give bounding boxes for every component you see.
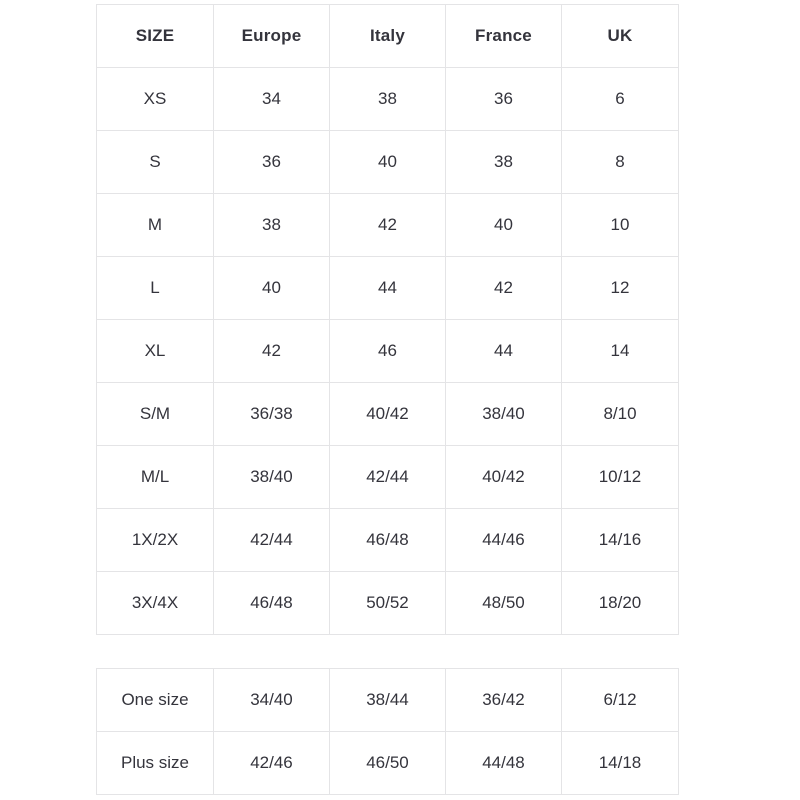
primary-table-body — [97, 68, 679, 635]
cell-italy: 46/50 — [330, 732, 446, 795]
cell-uk: 18/20 — [562, 572, 679, 635]
cell-italy: 38 — [330, 68, 446, 131]
row-label: M/L — [97, 446, 214, 509]
table-row — [97, 509, 679, 572]
secondary-size-table — [96, 668, 679, 795]
cell-europe: 34/40 — [214, 669, 330, 732]
cell-france: 40 — [446, 194, 562, 257]
row-label: 3X/4X — [97, 572, 214, 635]
secondary-size-table-container — [96, 668, 678, 795]
cell-italy: 42/44 — [330, 446, 446, 509]
cell-italy: 40/42 — [330, 383, 446, 446]
cell-uk: 14/16 — [562, 509, 679, 572]
cell-france: 44/48 — [446, 732, 562, 795]
table-row — [97, 669, 679, 732]
table-row — [97, 194, 679, 257]
table-row — [97, 732, 679, 795]
cell-uk: 8/10 — [562, 383, 679, 446]
row-label: S/M — [97, 383, 214, 446]
cell-uk: 12 — [562, 257, 679, 320]
column-header-france: France — [446, 5, 562, 68]
row-label: 1X/2X — [97, 509, 214, 572]
row-label: XS — [97, 68, 214, 131]
row-label: One size — [97, 669, 214, 732]
table-header-row — [97, 5, 679, 68]
cell-italy: 38/44 — [330, 669, 446, 732]
column-header-europe: Europe — [214, 5, 330, 68]
cell-europe: 42 — [214, 320, 330, 383]
row-label: S — [97, 131, 214, 194]
cell-europe: 36 — [214, 131, 330, 194]
cell-europe: 34 — [214, 68, 330, 131]
cell-europe: 46/48 — [214, 572, 330, 635]
cell-uk: 6 — [562, 68, 679, 131]
cell-europe: 36/38 — [214, 383, 330, 446]
cell-italy: 46/48 — [330, 509, 446, 572]
cell-europe: 42/46 — [214, 732, 330, 795]
cell-uk: 14 — [562, 320, 679, 383]
cell-italy: 46 — [330, 320, 446, 383]
table-row — [97, 131, 679, 194]
cell-europe: 38/40 — [214, 446, 330, 509]
cell-uk: 8 — [562, 131, 679, 194]
cell-italy: 42 — [330, 194, 446, 257]
primary-table-header — [97, 5, 679, 68]
table-row — [97, 320, 679, 383]
row-label: XL — [97, 320, 214, 383]
cell-france: 40/42 — [446, 446, 562, 509]
cell-europe: 38 — [214, 194, 330, 257]
table-row — [97, 68, 679, 131]
secondary-table-body — [97, 669, 679, 795]
cell-france: 36 — [446, 68, 562, 131]
cell-france: 48/50 — [446, 572, 562, 635]
primary-size-table — [96, 4, 679, 635]
cell-uk: 6/12 — [562, 669, 679, 732]
cell-france: 44/46 — [446, 509, 562, 572]
column-header-size: SIZE — [97, 5, 214, 68]
cell-uk: 10/12 — [562, 446, 679, 509]
cell-italy: 44 — [330, 257, 446, 320]
table-row — [97, 572, 679, 635]
row-label: M — [97, 194, 214, 257]
row-label: L — [97, 257, 214, 320]
cell-france: 38 — [446, 131, 562, 194]
cell-france: 38/40 — [446, 383, 562, 446]
primary-size-table-container — [96, 4, 678, 635]
table-row — [97, 446, 679, 509]
cell-france: 44 — [446, 320, 562, 383]
table-row — [97, 383, 679, 446]
cell-italy: 40 — [330, 131, 446, 194]
row-label: Plus size — [97, 732, 214, 795]
cell-europe: 40 — [214, 257, 330, 320]
column-header-italy: Italy — [330, 5, 446, 68]
cell-france: 42 — [446, 257, 562, 320]
cell-france: 36/42 — [446, 669, 562, 732]
cell-uk: 14/18 — [562, 732, 679, 795]
column-header-uk: UK — [562, 5, 679, 68]
table-row — [97, 257, 679, 320]
cell-europe: 42/44 — [214, 509, 330, 572]
cell-uk: 10 — [562, 194, 679, 257]
cell-italy: 50/52 — [330, 572, 446, 635]
